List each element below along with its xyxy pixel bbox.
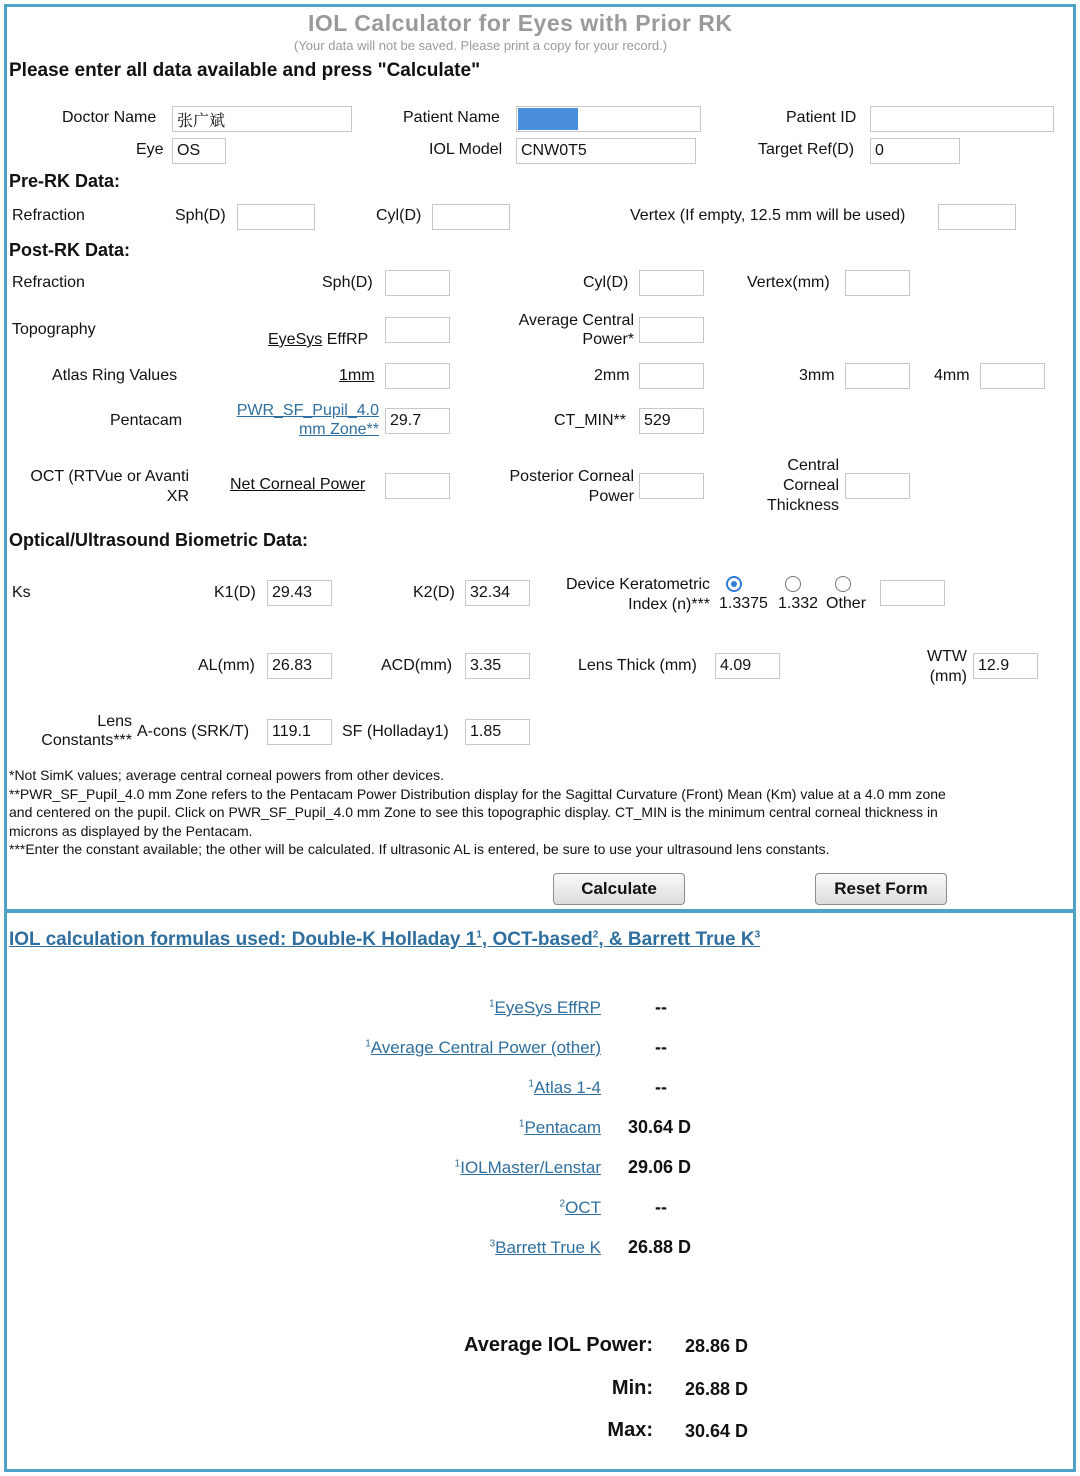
central-corneal-thickness-input[interactable] [845,473,910,499]
min-label: Min: [611,1377,653,1399]
formulas-heading-link[interactable]: IOL calculation formulas used: Double-K Holladay $1^1$, OCT-based$^2$, & Barrett True $K^3$ [9,929,761,950]
k2-label: K2(D) [413,584,455,601]
avg-central-power-label: Average Central Power* [518,312,634,348]
pentacam-label: Pentacam [110,412,183,429]
patient-id-input[interactable] [870,106,1054,132]
acd-label: ACD(mm) [381,657,453,674]
post-rk-refraction-label: Refraction [12,274,85,291]
max-label: Max: [607,1419,653,1441]
calculate-button[interactable]: Calculate [553,873,685,905]
acons-label: A-cons (SRK/T) [137,723,250,740]
al-label: AL(mm) [198,657,255,674]
lens-thick-label: Lens Thick (mm) [578,657,697,674]
pentacam-pwr-input[interactable] [385,408,450,434]
index-1-3375-label: 1.3375 [719,595,768,612]
ct-min-input[interactable] [639,408,704,434]
page-subtitle: (Your data will not be saved. Please print a copy for your record.) [294,38,668,53]
result-value: -- [655,1077,667,1097]
index-1-332-radio[interactable] [785,576,801,592]
reset-form-button[interactable]: Reset Form [815,873,947,905]
posterior-corneal-label: Posterior Corneal Power [509,468,634,505]
atlas-2mm-label: 2mm [594,367,630,384]
eye-input[interactable] [172,138,226,164]
result-formula-link[interactable]: $^1$Atlas 1-4 [528,1078,601,1097]
pre-rk-heading: Pre-RK Data: [9,171,121,191]
pwr-sf-pupil-link[interactable]: PWR_SF_Pupil_4.0 mm Zone** [236,402,379,438]
acons-input[interactable] [267,719,332,745]
atlas-3mm-label: 3mm [799,367,835,384]
effrp-text: EffRP [326,331,369,348]
footnote-3: ***Enter the constant available; the other will be calculated. If ultrasonic AL is entered, be sure to use your ultrasound lens constants. [9,841,830,857]
wtw-label: WTW (mm) [927,648,967,685]
atlas-3mm-input[interactable] [845,363,910,389]
eyesys-effrp-input[interactable] [385,317,450,343]
eyesys-link[interactable]: EyeSys [268,331,323,348]
index-other-input[interactable] [880,580,945,606]
footnote-2a: **PWR_SF_Pupil_4.0 mm Zone refers to the Pentacam Power Distribution display for the Sagittal Curvature (Front) Mean (Km) value at a 4.0 mm zone [9,785,946,802]
net-corneal-power-input[interactable] [385,473,450,499]
result-value: -- [655,1197,667,1217]
result-value: -- [655,997,667,1017]
device-keratometric-label: Device Keratometric Index (n)*** [565,576,710,613]
atlas-1mm-label: 1mm [339,367,375,384]
doctor-name-input[interactable] [172,106,352,132]
footnotes [9,766,946,859]
ct-min-label: CT_MIN** [554,412,627,429]
max-value: 30.64 D [685,1421,749,1441]
atlas-ring-label: Atlas Ring Values [52,367,178,384]
instruction-text: Please enter all data available and press "Calculate" [9,60,481,81]
pre-rk-sph-label: Sph(D) [175,207,226,224]
footnote-2b: and centered on the pupil. Click on PWR_SF_Pupil_4.0 mm Zone to see this topographic display. CT_MIN is the minimum central corneal thickness in [9,804,938,820]
atlas-2mm-input[interactable] [639,363,704,389]
result-formula-link[interactable]: $^1$IOLMaster/Lenstar [454,1158,601,1177]
lens-constants-label: Lens Constants*** [41,713,132,749]
result-formula-link[interactable]: $^2$OCT [559,1198,601,1217]
k1-input[interactable] [267,580,332,606]
min-value: 26.88 D [685,1379,749,1399]
average-iol-power-value: 28.86 D [685,1336,749,1356]
atlas-4mm-input[interactable] [980,363,1045,389]
patient-name-label: Patient Name [403,109,500,126]
patient-name-selection [518,108,578,130]
result-formula-link[interactable]: $^3$Barrett True K [489,1238,601,1257]
sf-input[interactable] [465,719,530,745]
post-rk-cyl-label: Cyl(D) [583,274,629,291]
result-value: 26.88 D [628,1237,692,1257]
avg-central-power-input[interactable] [639,317,704,343]
result-value: 29.06 D [628,1157,692,1177]
result-formula-link[interactable]: $^1$EyeSys EffRP [488,998,601,1017]
result-formula-link[interactable]: $^1$Average Central Power (other) [365,1038,601,1057]
post-rk-vertex-input[interactable] [845,270,910,296]
al-input[interactable] [267,653,332,679]
post-rk-sph-input[interactable] [385,270,450,296]
biometric-heading: Optical/Ultrasound Biometric Data: [9,530,309,550]
post-rk-cyl-input[interactable] [639,270,704,296]
index-other-radio[interactable] [835,576,851,592]
post-rk-sph-label: Sph(D) [322,274,373,291]
average-iol-power-label: Average IOL Power: [464,1334,653,1356]
eye-label: Eye [136,141,164,158]
k2-input[interactable] [465,580,530,606]
net-corneal-power-link[interactable]: Net Corneal Power [230,476,366,493]
atlas-4mm-label: 4mm [934,367,970,384]
doctor-name-label: Doctor Name [62,109,157,126]
posterior-corneal-input[interactable] [639,473,704,499]
k1-label: K1(D) [214,584,256,601]
pre-rk-refraction-label: Refraction [12,207,85,224]
post-rk-heading: Post-RK Data: [9,240,131,260]
target-ref-label: Target Ref(D) [758,141,855,158]
index-1-332-label: 1.332 [778,595,819,612]
result-value: -- [655,1037,667,1057]
patient-id-label: Patient ID [786,109,857,126]
atlas-1mm-input[interactable] [385,363,450,389]
wtw-input[interactable] [973,653,1038,679]
footnote-1: *Not SimK values; average central corneal powers from other devices. [9,767,444,783]
result-formula-link[interactable]: $^1$Pentacam [518,1118,601,1137]
result-value: 30.64 D [628,1117,692,1137]
footnote-2c: microns as displayed by the Pentacam. [9,822,253,839]
target-ref-input[interactable] [870,138,960,164]
pre-rk-vertex-input[interactable] [938,204,1016,230]
pre-rk-sph-input[interactable] [237,204,315,230]
post-rk-vertex-label: Vertex(mm) [747,274,830,291]
oct-label: OCT (RTVue or Avanti XR [30,468,189,505]
sf-label: SF (Holladay1) [342,723,449,740]
pre-rk-cyl-input[interactable] [432,204,510,230]
iol-model-label: IOL Model [429,141,503,158]
acd-input[interactable] [465,653,530,679]
index-1-3375-radio[interactable] [726,576,742,592]
topography-label: Topography [12,321,96,338]
index-other-label: Other [826,595,867,612]
lens-thick-input[interactable] [715,653,780,679]
page-title: IOL Calculator for Eyes with Prior RK [308,10,733,36]
iol-model-input[interactable] [516,138,696,164]
pre-rk-cyl-label: Cyl(D) [376,207,422,224]
pre-rk-vertex-label: Vertex (If empty, 12.5 mm will be used) [630,207,906,224]
eyesys-effrp-label [268,331,368,349]
central-corneal-thickness-label: Central Corneal Thickness [766,457,839,514]
ks-label: Ks [12,584,31,601]
